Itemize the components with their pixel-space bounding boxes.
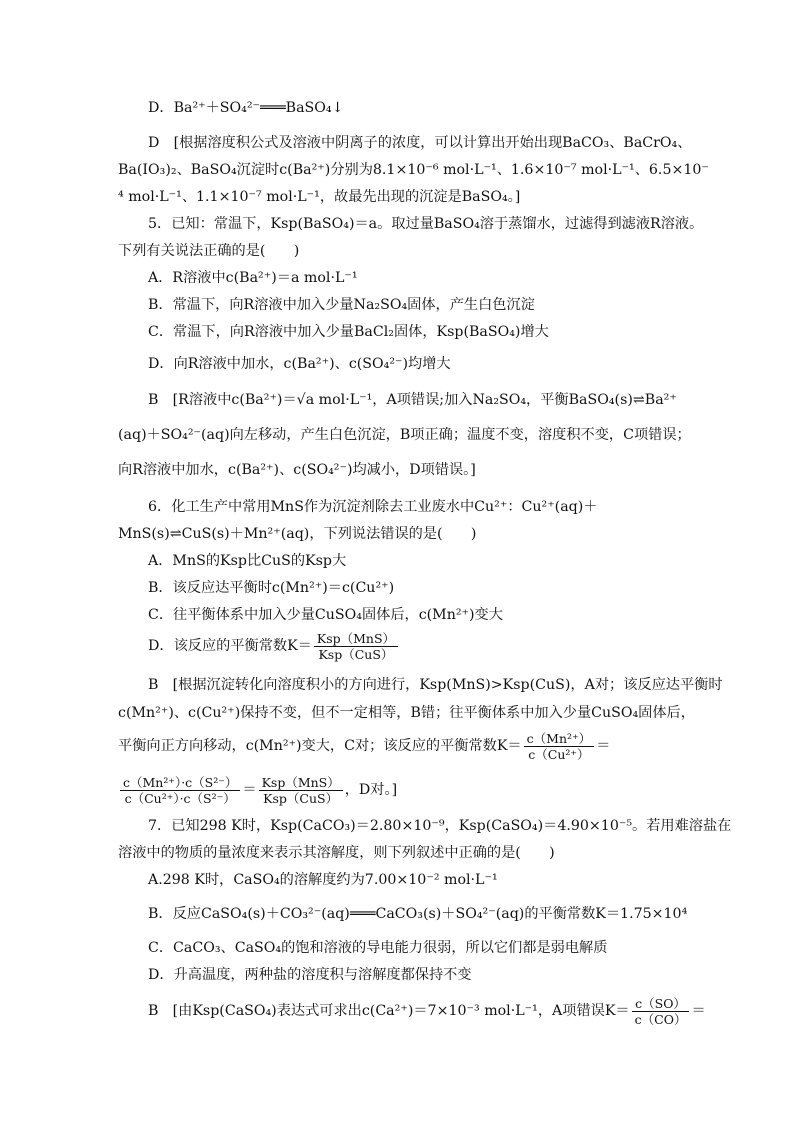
q6-answer-expanded-fraction — [120, 775, 240, 806]
q6-option-d-prefix: D．该反应的平衡常数K＝ — [148, 638, 312, 654]
fraction-denominator: c（Cu²⁺） — [528, 746, 590, 762]
q7-answer-k-fraction — [632, 996, 690, 1027]
q7-stem-line-1: 7．已知298 K时，Ksp(CaCO₃)＝2.80×10⁻⁹，Ksp(CaSO₄)＝4.90×10⁻⁵。若用难溶盐在 — [148, 818, 732, 834]
q5-answer-line-1: B [R溶液中c(Ba²⁺)＝√a mol·L⁻¹，A项错误;加入Na₂SO₄，平衡BaSO₄(s)⇌Ba²⁺ — [148, 392, 677, 408]
equals-sign: ＝ — [242, 782, 257, 798]
q7-answer-suffix: ＝ — [691, 1003, 706, 1019]
q5-option-c: C．常温下，向R溶液中加入少量BaCl₂固体，Ksp(BaSO₄)增大 — [148, 324, 549, 340]
q4-answer-line-3: ⁴ mol·L⁻¹、1.1×10⁻⁷ mol·L⁻¹，故最先出现的沉淀是BaSO₄。] — [118, 189, 521, 205]
q6-option-b: B．该反应达平衡时c(Mn²⁺)＝c(Cu²⁺) — [148, 580, 395, 596]
fraction-numerator: c（Mn²⁺）·c（S²⁻） — [120, 775, 240, 791]
q6-answer-ksp-fraction — [259, 775, 343, 806]
q6-option-c: C．往平衡体系中加入少量CuSO₄固体后，c(Mn²⁺)变大 — [148, 607, 503, 623]
q6-stem-line-1: 6．化工生产中常用MnS作为沉淀剂除去工业废水中Cu²⁺：Cu²⁺(aq)＋ — [148, 499, 598, 515]
q6-option-d-fraction — [314, 631, 398, 662]
q6-answer-line-3-prefix: 平衡向正方向移动，c(Mn²⁺)变大，C对；该反应的平衡常数K＝ — [118, 738, 522, 754]
q5-stem-line-1: 5．已知：常温下，Ksp(BaSO₄)＝a。取过量BaSO₄溶于蒸馏水，过滤得到滤液R溶液。 — [148, 216, 704, 232]
q7-option-c: C．CaCO₃、CaSO₄的饱和溶液的导电能力很弱，所以它们都是弱电解质 — [148, 940, 608, 956]
fraction-denominator: c（Cu²⁺）·c（S²⁻） — [124, 790, 236, 806]
q4-option-d: D．Ba²⁺＋SO₄²⁻═══BaSO₄↓ — [148, 100, 344, 116]
q7-option-b: B．反应CaSO₄(s)＋CO₃²⁻(aq)═══CaCO₃(s)＋SO₄²⁻(aq)的平衡常数K＝1.75×10⁴ — [148, 906, 688, 922]
q5-option-a: A．R溶液中c(Ba²⁺)＝a mol·L⁻¹ — [148, 270, 358, 286]
q7-stem-line-2: 溶液中的物质的量浓度来表示其溶解度，则下列叙述中正确的是( ) — [118, 845, 555, 861]
fraction-numerator: Ksp（MnS） — [259, 775, 343, 791]
q6-answer-line-4 — [118, 773, 397, 807]
q5-answer-line-2: (aq)＋SO₄²⁻(aq)向左移动，产生白色沉淀，B项正确；温度不变，溶度积不变，C项错误； — [118, 427, 691, 443]
fraction-numerator: c（Mn²⁺） — [524, 731, 594, 747]
q5-option-b: B．常温下，向R溶液中加入少量Na₂SO₄固体，产生白色沉淀 — [148, 297, 535, 313]
fraction-denominator: c（CO） — [634, 1011, 687, 1027]
q4-answer-line-2: Ba(IO₃)₂、BaSO₄沉淀时c(Ba²⁺)分别为8.1×10⁻⁶ mol·L⁻¹、1.6×10⁻⁷ mol·L⁻¹、6.5×10⁻ — [118, 162, 709, 178]
q7-option-d: D．升高温度，两种盐的溶度积与溶解度都保持不变 — [148, 967, 472, 983]
q7-answer-line-1 — [148, 995, 706, 1027]
fraction-denominator: Ksp（CuS） — [318, 646, 394, 662]
q4-answer-line-1: D [根据溶度积公式及溶液中阴离子的浓度，可以计算出开始出现BaCO₃、BaCrO₄、 — [148, 135, 692, 151]
q7-option-a: A.298 K时，CaSO₄的溶解度约为7.00×10⁻² mol·L⁻¹ — [148, 872, 498, 888]
q5-answer-line-3: 向R溶液中加水，c(Ba²⁺)、c(SO₄²⁻)均减小，D项错误。] — [118, 462, 476, 478]
fraction-numerator: Ksp（MnS） — [314, 631, 398, 647]
q6-answer-line-3 — [118, 730, 610, 762]
q5-stem-line-2: 下列有关说法正确的是( ) — [118, 243, 300, 259]
q6-answer-line-2: c(Mn²⁺)、c(Cu²⁺)保持不变，但不一定相等，B错；往平衡体系中加入少量CuSO₄固体后， — [118, 705, 695, 721]
fraction-numerator: c（SO） — [632, 996, 690, 1012]
q6-option-d — [148, 630, 400, 662]
q5-option-d: D．向R溶液中加水，c(Ba²⁺)、c(SO₄²⁻)均增大 — [148, 356, 451, 372]
q6-option-a: A．MnS的Ksp比CuS的Ksp大 — [148, 553, 347, 569]
q6-stem-line-2: MnS(s)⇌CuS(s)＋Mn²⁺(aq)，下列说法错误的是( ) — [118, 526, 477, 542]
q6-answer-line-3-suffix: ＝ — [596, 738, 611, 754]
q7-answer-prefix: B [由Ksp(CaSO₄)表达式可求出c(Ca²⁺)＝7×10⁻³ mol·L⁻¹，A项错误K＝ — [148, 1003, 630, 1019]
q6-answer-line-1: B [根据沉淀转化向溶度积小的方向进行，Ksp(MnS)>Ksp(CuS)，A对；该反应达平衡时 — [148, 677, 723, 693]
q6-answer-k-fraction — [524, 731, 594, 762]
fraction-denominator: Ksp（CuS） — [263, 790, 339, 806]
q6-answer-line-4-suffix: ，D对。] — [344, 782, 398, 798]
